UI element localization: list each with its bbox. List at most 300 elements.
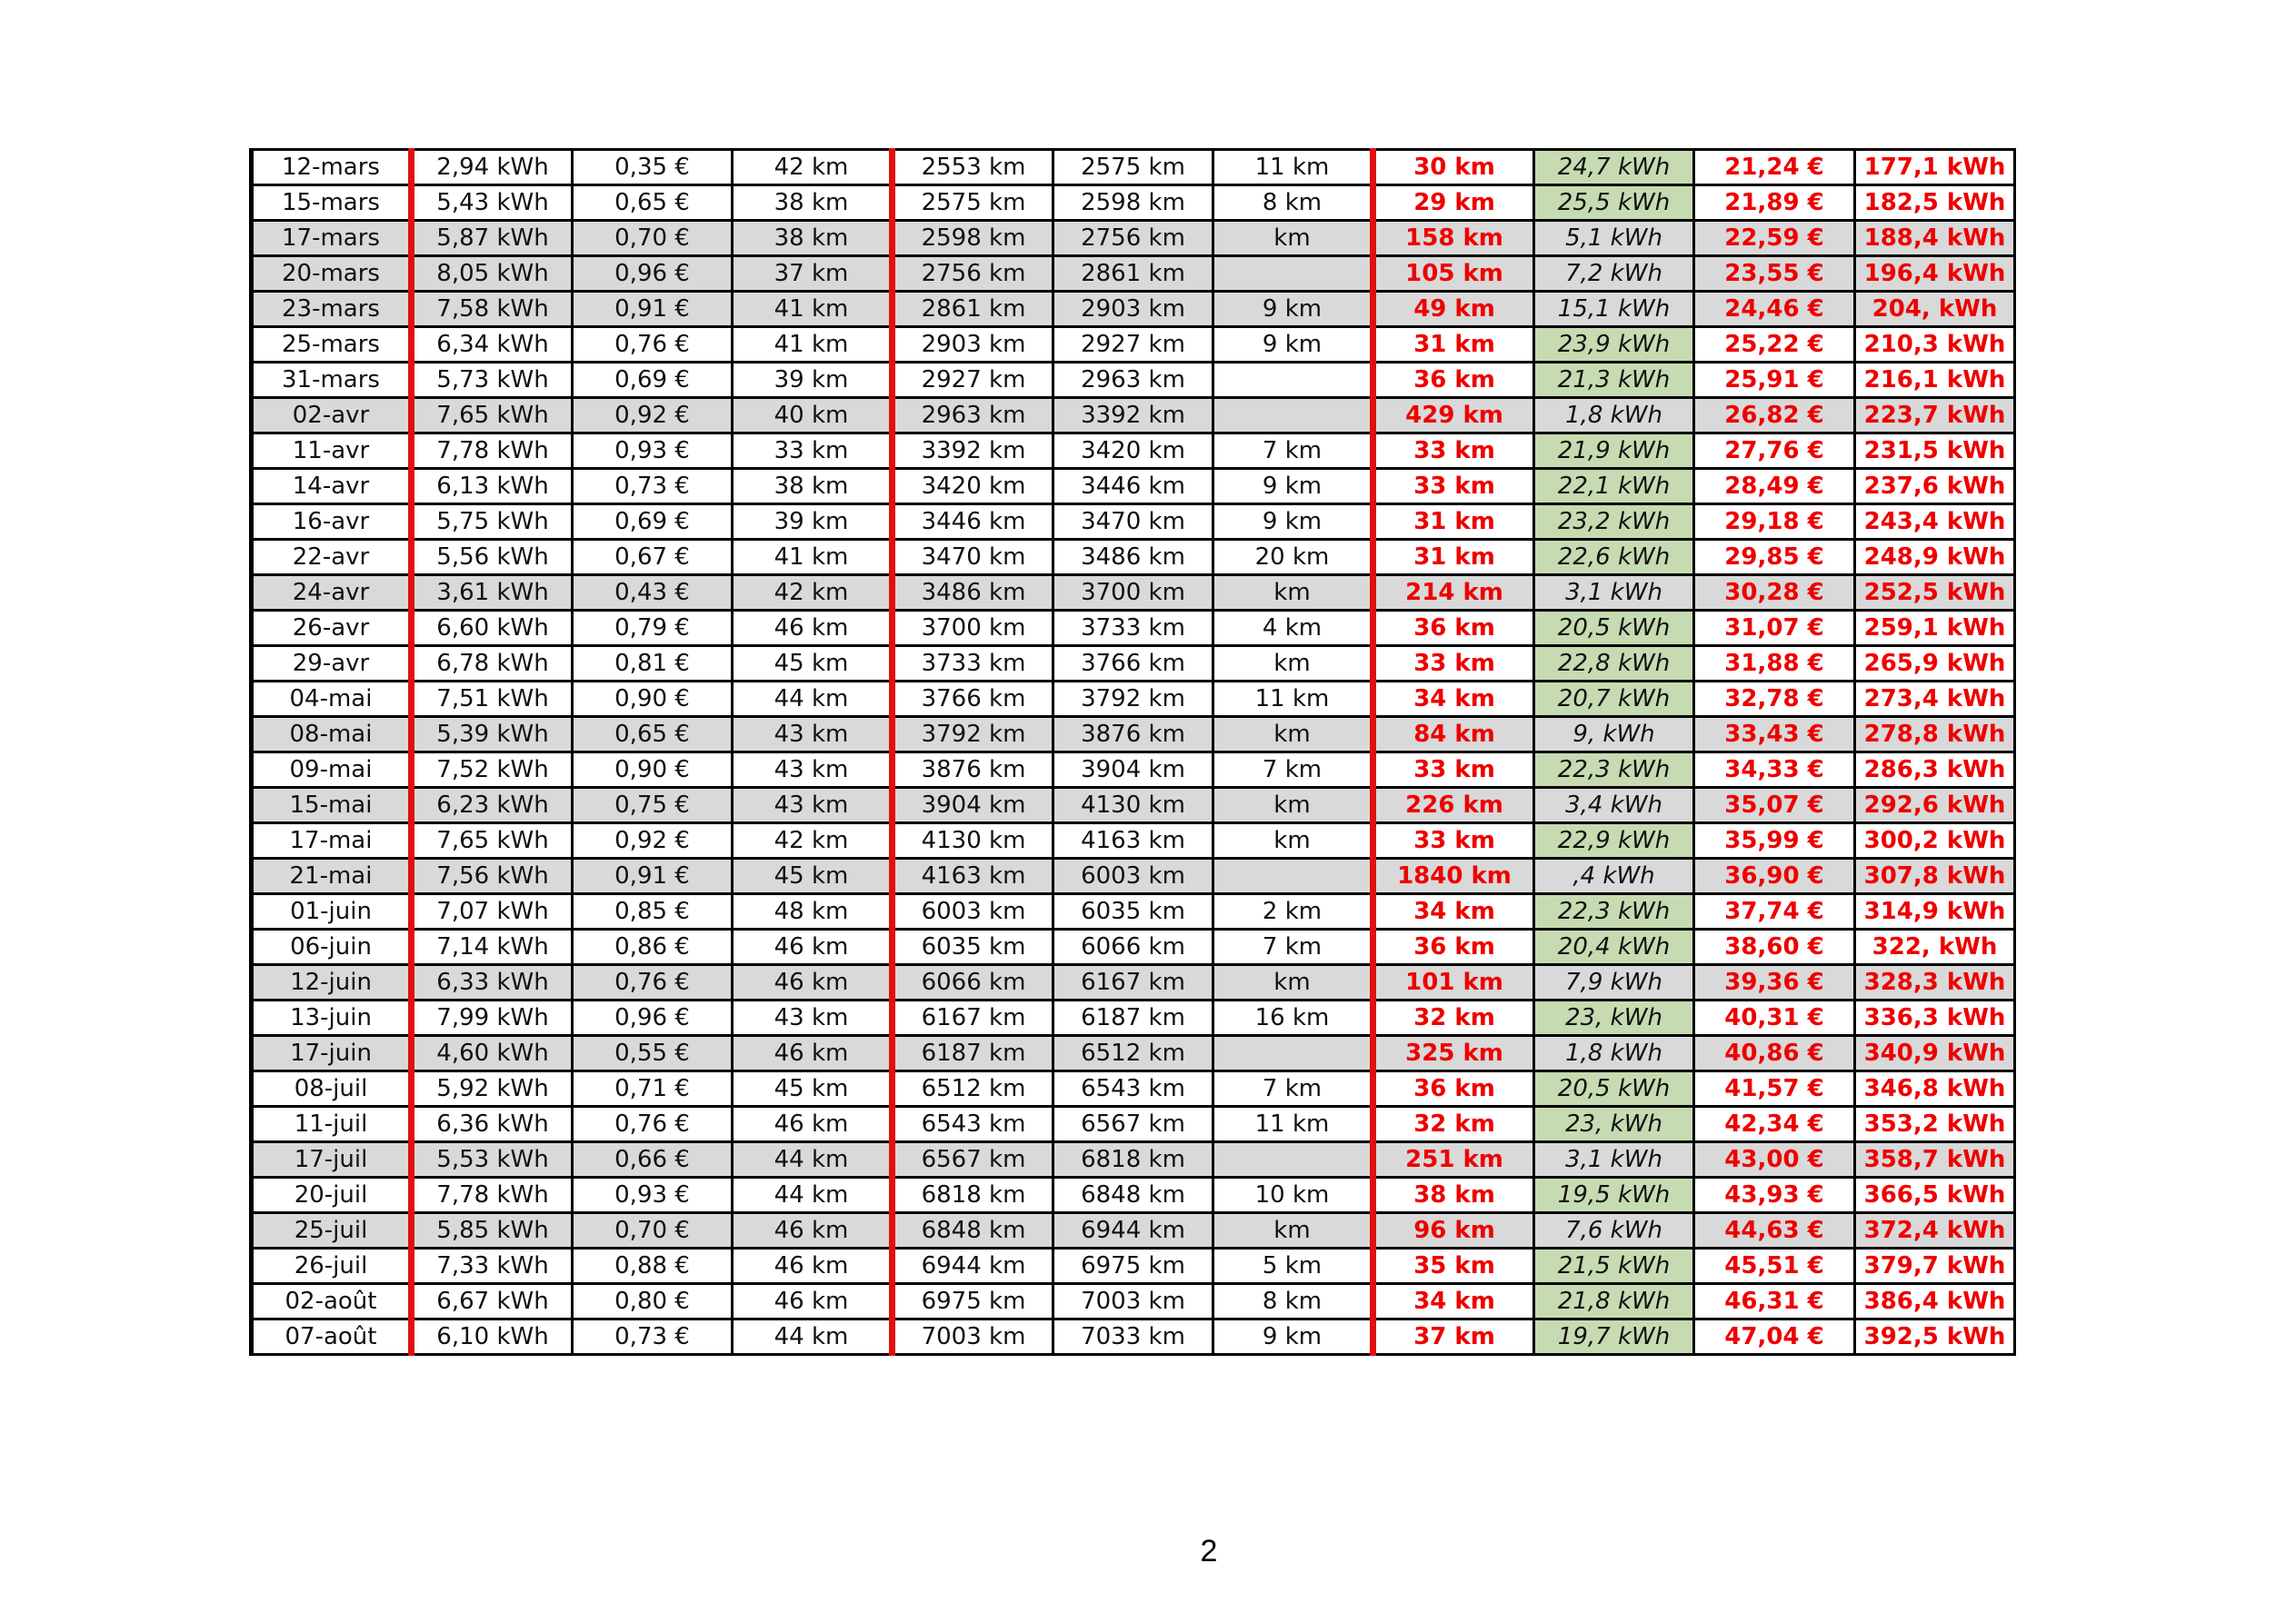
cell-extra-km <box>1213 256 1373 292</box>
cell-odometer-start: 6035 km <box>893 930 1053 965</box>
cell-trip-km: 46 km <box>733 1249 893 1284</box>
cell-date: 23-mars <box>252 292 412 327</box>
cell-energy-kwh: 7,78 kWh <box>412 1178 573 1213</box>
cell-extra-km: 8 km <box>1213 185 1373 221</box>
cell-cost-eur: 0,88 € <box>573 1249 733 1284</box>
cell-efficiency-kwh: 21,9 kWh <box>1534 433 1694 469</box>
cell-energy-kwh: 6,33 kWh <box>412 965 573 1001</box>
table-row <box>252 540 2015 575</box>
cell-date: 01-juin <box>252 894 412 930</box>
cell-trip-km: 37 km <box>733 256 893 292</box>
cell-odometer-start: 3392 km <box>893 433 1053 469</box>
table-row <box>252 1036 2015 1071</box>
cell-cumulative-kwh: 252,5 kWh <box>1855 575 2015 611</box>
cell-efficiency-kwh: ,4 kWh <box>1534 859 1694 894</box>
cell-odometer-end: 6975 km <box>1053 1249 1213 1284</box>
table-row <box>252 256 2015 292</box>
cell-energy-kwh: 7,58 kWh <box>412 292 573 327</box>
cell-odometer-end: 6003 km <box>1053 859 1213 894</box>
cell-trip-km: 44 km <box>733 1178 893 1213</box>
cell-cumulative-cost: 31,07 € <box>1694 611 1855 646</box>
cell-energy-kwh: 6,78 kWh <box>412 646 573 682</box>
cell-efficiency-kwh: 21,5 kWh <box>1534 1249 1694 1284</box>
cell-extra-km: 9 km <box>1213 504 1373 540</box>
cell-extra-km: km <box>1213 788 1373 823</box>
cell-trip-km: 41 km <box>733 540 893 575</box>
cell-odometer-end: 2756 km <box>1053 221 1213 256</box>
cell-cumulative-cost: 35,07 € <box>1694 788 1855 823</box>
table-row <box>252 575 2015 611</box>
cell-cost-eur: 0,73 € <box>573 1319 733 1355</box>
cell-distance-km: 36 km <box>1373 1071 1534 1107</box>
cell-cumulative-cost: 35,99 € <box>1694 823 1855 859</box>
cell-cost-eur: 0,93 € <box>573 433 733 469</box>
cell-odometer-end: 3446 km <box>1053 469 1213 504</box>
cell-trip-km: 43 km <box>733 752 893 788</box>
cell-odometer-start: 6512 km <box>893 1071 1053 1107</box>
cell-cumulative-cost: 45,51 € <box>1694 1249 1855 1284</box>
cell-odometer-start: 2575 km <box>893 185 1053 221</box>
cell-efficiency-kwh: 7,9 kWh <box>1534 965 1694 1001</box>
cell-trip-km: 46 km <box>733 1213 893 1249</box>
cell-energy-kwh: 6,36 kWh <box>412 1107 573 1142</box>
cell-cost-eur: 0,76 € <box>573 1107 733 1142</box>
table-row <box>252 150 2015 185</box>
cell-odometer-start: 6818 km <box>893 1178 1053 1213</box>
cell-cumulative-kwh: 386,4 kWh <box>1855 1284 2015 1319</box>
cell-date: 08-juil <box>252 1071 412 1107</box>
cell-efficiency-kwh: 3,1 kWh <box>1534 1142 1694 1178</box>
cell-cost-eur: 0,90 € <box>573 682 733 717</box>
cell-date: 17-juil <box>252 1142 412 1178</box>
cell-cost-eur: 0,65 € <box>573 717 733 752</box>
cell-trip-km: 43 km <box>733 717 893 752</box>
cell-odometer-start: 6187 km <box>893 1036 1053 1071</box>
cell-cost-eur: 0,76 € <box>573 327 733 363</box>
cell-odometer-start: 4163 km <box>893 859 1053 894</box>
table-row <box>252 646 2015 682</box>
cell-efficiency-kwh: 22,3 kWh <box>1534 894 1694 930</box>
cell-trip-km: 33 km <box>733 433 893 469</box>
cell-extra-km: km <box>1213 1213 1373 1249</box>
cell-cost-eur: 0,93 € <box>573 1178 733 1213</box>
cell-distance-km: 31 km <box>1373 504 1534 540</box>
cell-distance-km: 33 km <box>1373 752 1534 788</box>
cell-cumulative-kwh: 346,8 kWh <box>1855 1071 2015 1107</box>
table-row <box>252 504 2015 540</box>
cell-cumulative-cost: 30,28 € <box>1694 575 1855 611</box>
cell-cumulative-kwh: 292,6 kWh <box>1855 788 2015 823</box>
cell-odometer-start: 2861 km <box>893 292 1053 327</box>
cell-extra-km <box>1213 1036 1373 1071</box>
cell-energy-kwh: 7,33 kWh <box>412 1249 573 1284</box>
cell-cumulative-kwh: 265,9 kWh <box>1855 646 2015 682</box>
cell-odometer-end: 3766 km <box>1053 646 1213 682</box>
cell-odometer-start: 4130 km <box>893 823 1053 859</box>
cell-energy-kwh: 6,23 kWh <box>412 788 573 823</box>
cell-cumulative-cost: 32,78 € <box>1694 682 1855 717</box>
cell-trip-km: 38 km <box>733 185 893 221</box>
cell-date: 11-avr <box>252 433 412 469</box>
cell-odometer-end: 2575 km <box>1053 150 1213 185</box>
table-row <box>252 611 2015 646</box>
cell-cost-eur: 0,75 € <box>573 788 733 823</box>
cell-energy-kwh: 5,39 kWh <box>412 717 573 752</box>
cell-cost-eur: 0,79 € <box>573 611 733 646</box>
consumption-table <box>249 148 2016 1356</box>
cell-energy-kwh: 7,78 kWh <box>412 433 573 469</box>
cell-odometer-end: 2598 km <box>1053 185 1213 221</box>
cell-date: 15-mars <box>252 185 412 221</box>
cell-efficiency-kwh: 23,2 kWh <box>1534 504 1694 540</box>
cell-odometer-start: 6003 km <box>893 894 1053 930</box>
cell-cost-eur: 0,71 € <box>573 1071 733 1107</box>
cell-efficiency-kwh: 23, kWh <box>1534 1107 1694 1142</box>
cell-distance-km: 33 km <box>1373 646 1534 682</box>
cell-cumulative-cost: 39,36 € <box>1694 965 1855 1001</box>
cell-efficiency-kwh: 7,2 kWh <box>1534 256 1694 292</box>
table-row <box>252 292 2015 327</box>
cell-trip-km: 46 km <box>733 1107 893 1142</box>
cell-odometer-start: 3470 km <box>893 540 1053 575</box>
cell-extra-km <box>1213 859 1373 894</box>
table-row <box>252 1284 2015 1319</box>
cell-date: 26-juil <box>252 1249 412 1284</box>
cell-distance-km: 33 km <box>1373 469 1534 504</box>
cell-extra-km <box>1213 398 1373 433</box>
cell-cumulative-cost: 27,76 € <box>1694 433 1855 469</box>
cell-energy-kwh: 7,65 kWh <box>412 398 573 433</box>
table-row <box>252 859 2015 894</box>
cell-energy-kwh: 5,53 kWh <box>412 1142 573 1178</box>
cell-odometer-end: 6567 km <box>1053 1107 1213 1142</box>
table-row <box>252 930 2015 965</box>
cell-energy-kwh: 6,13 kWh <box>412 469 573 504</box>
cell-cumulative-cost: 29,85 € <box>1694 540 1855 575</box>
cell-trip-km: 42 km <box>733 823 893 859</box>
cell-trip-km: 46 km <box>733 1036 893 1071</box>
table-row <box>252 717 2015 752</box>
cell-date: 13-juin <box>252 1001 412 1036</box>
cell-odometer-start: 6975 km <box>893 1284 1053 1319</box>
cell-cost-eur: 0,91 € <box>573 292 733 327</box>
cell-energy-kwh: 7,99 kWh <box>412 1001 573 1036</box>
cell-cost-eur: 0,70 € <box>573 221 733 256</box>
cell-trip-km: 46 km <box>733 1284 893 1319</box>
cell-efficiency-kwh: 20,4 kWh <box>1534 930 1694 965</box>
cell-trip-km: 46 km <box>733 930 893 965</box>
cell-trip-km: 41 km <box>733 327 893 363</box>
cell-distance-km: 37 km <box>1373 1319 1534 1355</box>
cell-extra-km: 16 km <box>1213 1001 1373 1036</box>
cell-odometer-end: 6848 km <box>1053 1178 1213 1213</box>
cell-odometer-start: 2963 km <box>893 398 1053 433</box>
cell-trip-km: 44 km <box>733 1142 893 1178</box>
cell-distance-km: 33 km <box>1373 433 1534 469</box>
table-row <box>252 433 2015 469</box>
cell-cumulative-kwh: 328,3 kWh <box>1855 965 2015 1001</box>
cell-efficiency-kwh: 22,9 kWh <box>1534 823 1694 859</box>
cell-cumulative-cost: 21,24 € <box>1694 150 1855 185</box>
cell-extra-km: 8 km <box>1213 1284 1373 1319</box>
cell-efficiency-kwh: 20,5 kWh <box>1534 1071 1694 1107</box>
cell-cumulative-kwh: 259,1 kWh <box>1855 611 2015 646</box>
table-row <box>252 398 2015 433</box>
cell-odometer-start: 3904 km <box>893 788 1053 823</box>
cell-date: 25-juil <box>252 1213 412 1249</box>
cell-distance-km: 34 km <box>1373 682 1534 717</box>
cell-distance-km: 32 km <box>1373 1001 1534 1036</box>
cell-energy-kwh: 7,65 kWh <box>412 823 573 859</box>
cell-energy-kwh: 5,75 kWh <box>412 504 573 540</box>
cell-cumulative-kwh: 237,6 kWh <box>1855 469 2015 504</box>
cell-trip-km: 39 km <box>733 504 893 540</box>
cell-cost-eur: 0,92 € <box>573 398 733 433</box>
cell-efficiency-kwh: 15,1 kWh <box>1534 292 1694 327</box>
cell-cost-eur: 0,90 € <box>573 752 733 788</box>
cell-efficiency-kwh: 7,6 kWh <box>1534 1213 1694 1249</box>
cell-extra-km: 7 km <box>1213 752 1373 788</box>
cell-cumulative-cost: 28,49 € <box>1694 469 1855 504</box>
cell-date: 15-mai <box>252 788 412 823</box>
cell-trip-km: 41 km <box>733 292 893 327</box>
cell-energy-kwh: 5,87 kWh <box>412 221 573 256</box>
table-row <box>252 221 2015 256</box>
cell-date: 07-août <box>252 1319 412 1355</box>
cell-distance-km: 33 km <box>1373 823 1534 859</box>
cell-cumulative-cost: 44,63 € <box>1694 1213 1855 1249</box>
cell-cost-eur: 0,55 € <box>573 1036 733 1071</box>
cell-efficiency-kwh: 19,5 kWh <box>1534 1178 1694 1213</box>
cell-cumulative-kwh: 216,1 kWh <box>1855 363 2015 398</box>
cell-energy-kwh: 5,56 kWh <box>412 540 573 575</box>
cell-date: 08-mai <box>252 717 412 752</box>
cell-odometer-end: 6187 km <box>1053 1001 1213 1036</box>
cell-cumulative-cost: 24,46 € <box>1694 292 1855 327</box>
cell-extra-km <box>1213 1142 1373 1178</box>
cell-cost-eur: 0,81 € <box>573 646 733 682</box>
cell-odometer-end: 3700 km <box>1053 575 1213 611</box>
cell-energy-kwh: 5,73 kWh <box>412 363 573 398</box>
cell-efficiency-kwh: 21,8 kWh <box>1534 1284 1694 1319</box>
table-row <box>252 327 2015 363</box>
cell-distance-km: 325 km <box>1373 1036 1534 1071</box>
cell-cumulative-cost: 42,34 € <box>1694 1107 1855 1142</box>
cell-odometer-start: 3792 km <box>893 717 1053 752</box>
cell-cost-eur: 0,67 € <box>573 540 733 575</box>
cell-cumulative-cost: 38,60 € <box>1694 930 1855 965</box>
cell-cost-eur: 0,66 € <box>573 1142 733 1178</box>
cell-trip-km: 44 km <box>733 682 893 717</box>
cell-trip-km: 48 km <box>733 894 893 930</box>
cell-distance-km: 251 km <box>1373 1142 1534 1178</box>
cell-efficiency-kwh: 21,3 kWh <box>1534 363 1694 398</box>
cell-distance-km: 31 km <box>1373 540 1534 575</box>
cell-date: 17-mars <box>252 221 412 256</box>
cell-odometer-start: 2553 km <box>893 150 1053 185</box>
cell-cost-eur: 0,65 € <box>573 185 733 221</box>
cell-distance-km: 101 km <box>1373 965 1534 1001</box>
cell-distance-km: 214 km <box>1373 575 1534 611</box>
cell-date: 12-juin <box>252 965 412 1001</box>
cell-efficiency-kwh: 23,9 kWh <box>1534 327 1694 363</box>
cell-odometer-end: 3392 km <box>1053 398 1213 433</box>
cell-extra-km: 10 km <box>1213 1178 1373 1213</box>
cell-cumulative-cost: 41,57 € <box>1694 1071 1855 1107</box>
cell-odometer-start: 6567 km <box>893 1142 1053 1178</box>
cell-cumulative-cost: 40,86 € <box>1694 1036 1855 1071</box>
cell-date: 24-avr <box>252 575 412 611</box>
cell-cumulative-cost: 46,31 € <box>1694 1284 1855 1319</box>
cell-cumulative-cost: 47,04 € <box>1694 1319 1855 1355</box>
cell-extra-km: 7 km <box>1213 1071 1373 1107</box>
cell-cumulative-kwh: 300,2 kWh <box>1855 823 2015 859</box>
cell-cost-eur: 0,91 € <box>573 859 733 894</box>
cell-extra-km: 2 km <box>1213 894 1373 930</box>
cell-odometer-end: 3792 km <box>1053 682 1213 717</box>
table-row <box>252 1001 2015 1036</box>
cell-distance-km: 84 km <box>1373 717 1534 752</box>
table-row <box>252 823 2015 859</box>
cell-cumulative-cost: 21,89 € <box>1694 185 1855 221</box>
cell-odometer-end: 6543 km <box>1053 1071 1213 1107</box>
cell-distance-km: 34 km <box>1373 1284 1534 1319</box>
cell-cost-eur: 0,92 € <box>573 823 733 859</box>
cell-trip-km: 42 km <box>733 575 893 611</box>
cell-distance-km: 1840 km <box>1373 859 1534 894</box>
cell-extra-km: km <box>1213 575 1373 611</box>
cell-extra-km: km <box>1213 646 1373 682</box>
table-row <box>252 1319 2015 1355</box>
cell-odometer-start: 6066 km <box>893 965 1053 1001</box>
cell-cumulative-kwh: 210,3 kWh <box>1855 327 2015 363</box>
cell-cumulative-kwh: 273,4 kWh <box>1855 682 2015 717</box>
cell-cumulative-kwh: 196,4 kWh <box>1855 256 2015 292</box>
cell-date: 21-mai <box>252 859 412 894</box>
cell-odometer-start: 3876 km <box>893 752 1053 788</box>
cell-trip-km: 38 km <box>733 221 893 256</box>
cell-odometer-start: 2598 km <box>893 221 1053 256</box>
table-body <box>252 150 2015 1355</box>
cell-energy-kwh: 7,07 kWh <box>412 894 573 930</box>
cell-odometer-end: 3470 km <box>1053 504 1213 540</box>
cell-cost-eur: 0,69 € <box>573 504 733 540</box>
cell-cost-eur: 0,96 € <box>573 1001 733 1036</box>
cell-trip-km: 40 km <box>733 398 893 433</box>
cell-cumulative-kwh: 379,7 kWh <box>1855 1249 2015 1284</box>
cell-trip-km: 45 km <box>733 646 893 682</box>
cell-energy-kwh: 7,52 kWh <box>412 752 573 788</box>
cell-distance-km: 158 km <box>1373 221 1534 256</box>
cell-odometer-end: 6944 km <box>1053 1213 1213 1249</box>
cell-odometer-end: 6512 km <box>1053 1036 1213 1071</box>
cell-date: 16-avr <box>252 504 412 540</box>
cell-cumulative-kwh: 231,5 kWh <box>1855 433 2015 469</box>
cell-cumulative-kwh: 307,8 kWh <box>1855 859 2015 894</box>
cell-cumulative-kwh: 372,4 kWh <box>1855 1213 2015 1249</box>
cell-odometer-end: 4163 km <box>1053 823 1213 859</box>
cell-trip-km: 43 km <box>733 1001 893 1036</box>
cell-odometer-end: 2903 km <box>1053 292 1213 327</box>
cell-odometer-end: 6035 km <box>1053 894 1213 930</box>
cell-date: 14-avr <box>252 469 412 504</box>
cell-distance-km: 32 km <box>1373 1107 1534 1142</box>
cell-cumulative-cost: 25,22 € <box>1694 327 1855 363</box>
cell-odometer-start: 3446 km <box>893 504 1053 540</box>
cell-energy-kwh: 6,10 kWh <box>412 1319 573 1355</box>
cell-date: 25-mars <box>252 327 412 363</box>
cell-cumulative-kwh: 314,9 kWh <box>1855 894 2015 930</box>
cell-odometer-start: 2903 km <box>893 327 1053 363</box>
cell-efficiency-kwh: 25,5 kWh <box>1534 185 1694 221</box>
cell-cumulative-cost: 23,55 € <box>1694 256 1855 292</box>
cell-energy-kwh: 5,85 kWh <box>412 1213 573 1249</box>
cell-cumulative-kwh: 322, kWh <box>1855 930 2015 965</box>
cell-energy-kwh: 7,51 kWh <box>412 682 573 717</box>
cell-cost-eur: 0,86 € <box>573 930 733 965</box>
cell-odometer-end: 2963 km <box>1053 363 1213 398</box>
cell-efficiency-kwh: 1,8 kWh <box>1534 1036 1694 1071</box>
cell-date: 04-mai <box>252 682 412 717</box>
cell-energy-kwh: 5,43 kWh <box>412 185 573 221</box>
cell-date: 29-avr <box>252 646 412 682</box>
cell-energy-kwh: 7,56 kWh <box>412 859 573 894</box>
cell-odometer-start: 3733 km <box>893 646 1053 682</box>
cell-cost-eur: 0,43 € <box>573 575 733 611</box>
cell-odometer-end: 7003 km <box>1053 1284 1213 1319</box>
cell-odometer-start: 2756 km <box>893 256 1053 292</box>
cell-energy-kwh: 7,14 kWh <box>412 930 573 965</box>
table-row <box>252 965 2015 1001</box>
cell-efficiency-kwh: 9, kWh <box>1534 717 1694 752</box>
cell-extra-km: 11 km <box>1213 682 1373 717</box>
cell-efficiency-kwh: 24,7 kWh <box>1534 150 1694 185</box>
cell-cumulative-cost: 36,90 € <box>1694 859 1855 894</box>
cell-trip-km: 45 km <box>733 1071 893 1107</box>
cell-trip-km: 39 km <box>733 363 893 398</box>
cell-cost-eur: 0,80 € <box>573 1284 733 1319</box>
cell-extra-km: km <box>1213 717 1373 752</box>
cell-odometer-start: 6944 km <box>893 1249 1053 1284</box>
cell-odometer-start: 3700 km <box>893 611 1053 646</box>
cell-extra-km <box>1213 363 1373 398</box>
cell-energy-kwh: 6,67 kWh <box>412 1284 573 1319</box>
cell-odometer-end: 6066 km <box>1053 930 1213 965</box>
cell-extra-km: 11 km <box>1213 150 1373 185</box>
cell-odometer-start: 6543 km <box>893 1107 1053 1142</box>
cell-odometer-start: 2927 km <box>893 363 1053 398</box>
cell-cumulative-cost: 31,88 € <box>1694 646 1855 682</box>
cell-efficiency-kwh: 19,7 kWh <box>1534 1319 1694 1355</box>
cell-efficiency-kwh: 1,8 kWh <box>1534 398 1694 433</box>
table-row <box>252 1249 2015 1284</box>
cell-trip-km: 45 km <box>733 859 893 894</box>
cell-cost-eur: 0,35 € <box>573 150 733 185</box>
cell-extra-km: 20 km <box>1213 540 1373 575</box>
cell-trip-km: 38 km <box>733 469 893 504</box>
cell-distance-km: 226 km <box>1373 788 1534 823</box>
cell-extra-km: 9 km <box>1213 469 1373 504</box>
cell-efficiency-kwh: 22,1 kWh <box>1534 469 1694 504</box>
cell-cumulative-kwh: 182,5 kWh <box>1855 185 2015 221</box>
cell-extra-km: 9 km <box>1213 292 1373 327</box>
cell-date: 22-avr <box>252 540 412 575</box>
cell-cumulative-cost: 37,74 € <box>1694 894 1855 930</box>
table-row <box>252 1142 2015 1178</box>
table-row <box>252 1107 2015 1142</box>
cell-cost-eur: 0,85 € <box>573 894 733 930</box>
table-row <box>252 1178 2015 1213</box>
